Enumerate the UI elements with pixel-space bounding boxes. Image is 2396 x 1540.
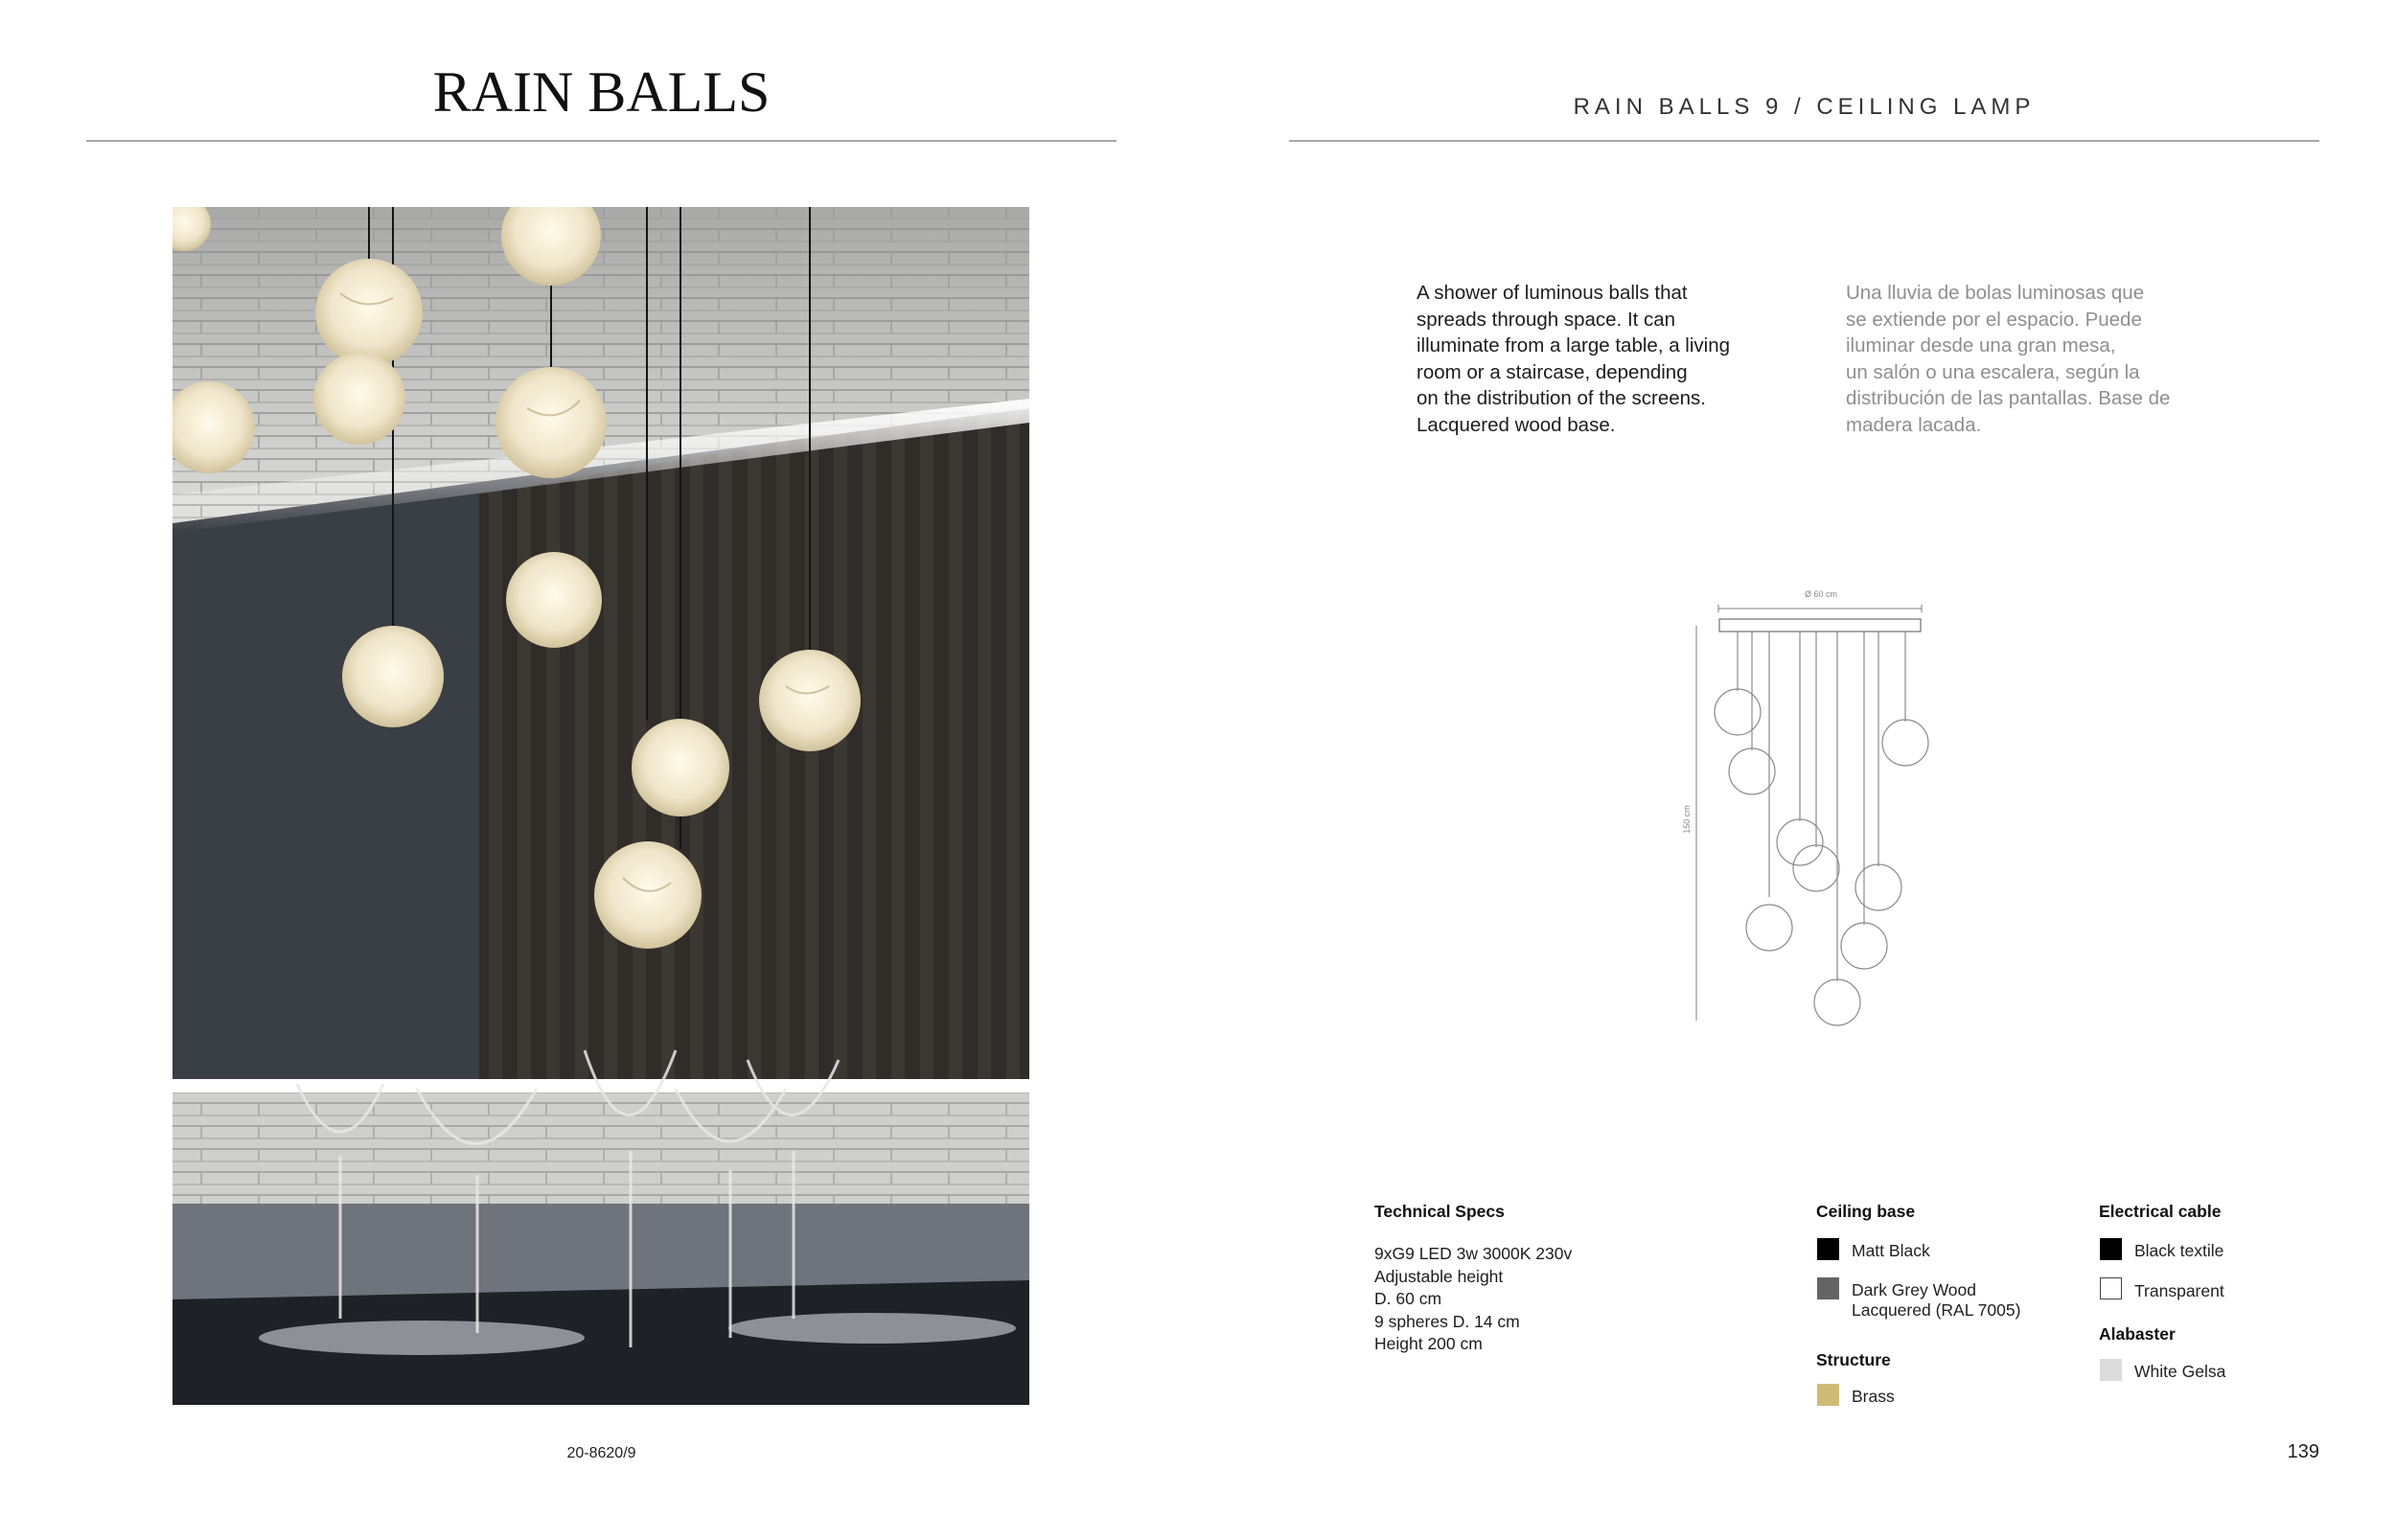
swatch-transparent xyxy=(2100,1277,2122,1299)
structure-heading: Structure xyxy=(1816,1350,1891,1369)
spec-line: Height 200 cm xyxy=(1374,1334,1483,1353)
product-photo xyxy=(173,207,1029,1405)
title-divider xyxy=(86,140,1117,142)
product-title: RAIN BALLS 9 / CEILING LAMP xyxy=(1573,94,2036,120)
option-dark-grey-wood: Dark Grey Wood Lacquered (RAL 7005) xyxy=(1852,1280,2021,1320)
swatch-white-gelsa xyxy=(2100,1359,2122,1381)
option-matt-black: Matt Black xyxy=(1852,1241,1930,1260)
option-black-textile: Black textile xyxy=(2134,1241,2224,1260)
option-brass: Brass xyxy=(1852,1387,1895,1406)
product-code: 20-8620/9 xyxy=(566,1445,636,1461)
swatch-dark-grey-wood xyxy=(1817,1277,1839,1299)
option-transparent: Transparent xyxy=(2134,1281,2224,1300)
height-dimension-label: 150 cm xyxy=(1682,805,1692,834)
swatch-black-textile xyxy=(2100,1238,2122,1260)
spec-line: D. 60 cm xyxy=(1374,1289,1442,1308)
technical-specs-heading: Technical Specs xyxy=(1374,1202,1505,1221)
spec-line: Adjustable height xyxy=(1374,1266,1504,1286)
description-english: A shower of luminous balls that spreads through space. It can illuminate from a large table, a living room or a staircase, depending on the distribution of the screens. Lacquered wood base. xyxy=(1417,282,1731,436)
option-white-gelsa: White Gelsa xyxy=(2134,1362,2226,1381)
spec-line: 9xG9 LED 3w 3000K 230v xyxy=(1374,1244,1573,1263)
swatch-matt-black xyxy=(1817,1238,1839,1260)
technical-specs-list xyxy=(1374,1243,1572,1356)
spec-line: 9 spheres D. 14 cm xyxy=(1374,1311,1520,1331)
description-spanish: Una lluvia de bolas luminosas que se extiende por el espacio. Puede iluminar desde una gran mesa, un salón o una escalera, según la distribución de las pantallas. Base de madera lacada. xyxy=(1846,282,2171,436)
swatch-brass xyxy=(1817,1384,1839,1406)
title-divider xyxy=(1289,140,2319,142)
electrical-cable-heading: Electrical cable xyxy=(2099,1202,2222,1221)
width-dimension-label: Ø 60 cm xyxy=(1804,589,1837,599)
technical-drawing xyxy=(1668,580,1955,1030)
alabaster-heading: Alabaster xyxy=(2099,1324,2176,1344)
page-title: RAIN BALLS xyxy=(432,60,771,124)
page-number: 139 xyxy=(2287,1441,2319,1462)
ceiling-base-heading: Ceiling base xyxy=(1816,1202,1916,1221)
